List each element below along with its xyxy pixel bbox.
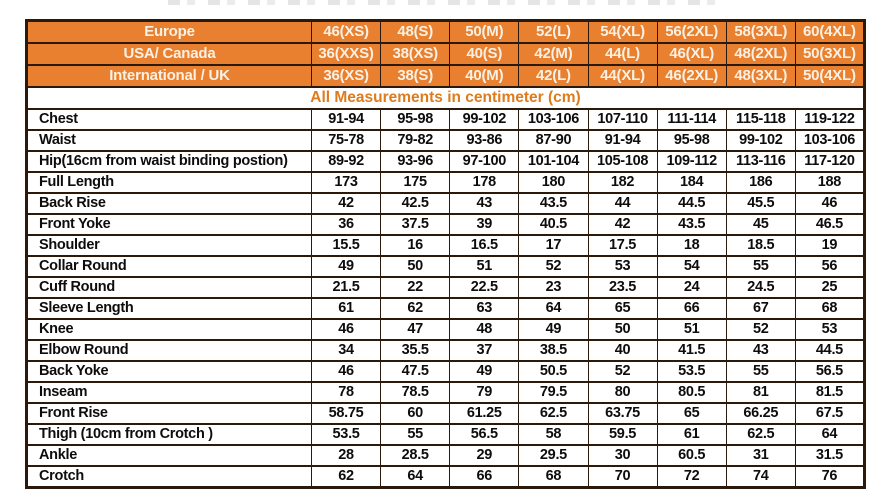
measurement-value-cell: 74	[726, 466, 795, 488]
measurement-value-cell: 91-94	[312, 109, 381, 130]
measurement-value-cell: 72	[657, 466, 726, 488]
measurement-value-cell: 76	[795, 466, 864, 488]
region-label: Europe	[27, 21, 312, 44]
size-cell: 50(3XL)	[795, 43, 864, 65]
note-row	[27, 87, 865, 109]
measurement-label: Back Yoke	[27, 361, 312, 382]
measurement-value-cell: 61	[312, 298, 381, 319]
measurement-value-cell: 107-110	[588, 109, 657, 130]
measurement-value-cell: 78.5	[381, 382, 450, 403]
measurement-value-cell: 52	[726, 319, 795, 340]
measurement-value-cell: 101-104	[519, 151, 588, 172]
measurement-row	[27, 214, 865, 235]
measurement-value-cell: 52	[588, 361, 657, 382]
size-cell: 44(XL)	[588, 65, 657, 87]
measurement-value-cell: 53.5	[312, 424, 381, 445]
measurement-value-cell: 95-98	[381, 109, 450, 130]
measurement-value-cell: 51	[450, 256, 519, 277]
measurement-value-cell: 56	[795, 256, 864, 277]
measurement-value-cell: 44.5	[795, 340, 864, 361]
measurement-value-cell: 66	[657, 298, 726, 319]
measurement-value-cell: 117-120	[795, 151, 864, 172]
measurement-value-cell: 115-118	[726, 109, 795, 130]
measurement-label: Full Length	[27, 172, 312, 193]
measurement-value-cell: 91-94	[588, 130, 657, 151]
measurement-value-cell: 54	[657, 256, 726, 277]
measurement-value-cell: 63.75	[588, 403, 657, 424]
measurement-row	[27, 256, 865, 277]
measurement-label: Cuff Round	[27, 277, 312, 298]
measurement-row	[27, 340, 865, 361]
measurement-value-cell: 93-86	[450, 130, 519, 151]
measurement-value-cell: 42	[312, 193, 381, 214]
measurement-value-cell: 64	[519, 298, 588, 319]
measurement-row	[27, 130, 865, 151]
measurement-value-cell: 28	[312, 445, 381, 466]
measurement-value-cell: 186	[726, 172, 795, 193]
measurement-value-cell: 60.5	[657, 445, 726, 466]
measurement-value-cell: 50.5	[519, 361, 588, 382]
size-cell: 36(XS)	[312, 65, 381, 87]
measurement-value-cell: 42	[588, 214, 657, 235]
measurement-value-cell: 23.5	[588, 277, 657, 298]
measurement-value-cell: 55	[381, 424, 450, 445]
size-cell: 36(XXS)	[312, 43, 381, 65]
measurement-value-cell: 79	[450, 382, 519, 403]
measurement-value-cell: 22.5	[450, 277, 519, 298]
size-cell: 40(S)	[450, 43, 519, 65]
measurement-label: Shoulder	[27, 235, 312, 256]
size-cell: 48(2XL)	[726, 43, 795, 65]
size-header-row	[27, 43, 865, 65]
size-cell: 46(2XL)	[657, 65, 726, 87]
measurement-value-cell: 30	[588, 445, 657, 466]
size-cell: 60(4XL)	[795, 21, 864, 44]
measurement-row	[27, 319, 865, 340]
size-cell: 46(XS)	[312, 21, 381, 44]
measurement-value-cell: 68	[795, 298, 864, 319]
measurement-value-cell: 81.5	[795, 382, 864, 403]
measurement-value-cell: 80.5	[657, 382, 726, 403]
measurement-value-cell: 182	[588, 172, 657, 193]
measurement-value-cell: 103-106	[519, 109, 588, 130]
measurement-value-cell: 17	[519, 235, 588, 256]
measurement-value-cell: 53	[795, 319, 864, 340]
measurement-value-cell: 40.5	[519, 214, 588, 235]
measurement-value-cell: 51	[657, 319, 726, 340]
measurement-value-cell: 175	[381, 172, 450, 193]
measurement-value-cell: 75-78	[312, 130, 381, 151]
measurement-value-cell: 18.5	[726, 235, 795, 256]
size-cell: 40(M)	[450, 65, 519, 87]
measurement-value-cell: 62	[381, 298, 450, 319]
measurement-value-cell: 24	[657, 277, 726, 298]
measurement-row	[27, 361, 865, 382]
measurement-value-cell: 103-106	[795, 130, 864, 151]
size-cell: 48(S)	[381, 21, 450, 44]
measurement-label: Sleeve Length	[27, 298, 312, 319]
size-cell: 50(4XL)	[795, 65, 864, 87]
measurement-row	[27, 277, 865, 298]
measurement-value-cell: 43.5	[657, 214, 726, 235]
measurement-value-cell: 59.5	[588, 424, 657, 445]
measurement-row	[27, 235, 865, 256]
measurement-value-cell: 53	[588, 256, 657, 277]
measurement-value-cell: 18	[657, 235, 726, 256]
measurement-value-cell: 36	[312, 214, 381, 235]
measurement-label: Front Rise	[27, 403, 312, 424]
measurement-value-cell: 37.5	[381, 214, 450, 235]
measurement-row	[27, 445, 865, 466]
measurement-value-cell: 49	[312, 256, 381, 277]
measurement-value-cell: 70	[588, 466, 657, 488]
measurement-value-cell: 46	[312, 361, 381, 382]
measurement-value-cell: 45.5	[726, 193, 795, 214]
measurement-value-cell: 47	[381, 319, 450, 340]
size-cell: 42(M)	[519, 43, 588, 65]
size-chart-table	[25, 19, 866, 489]
measurement-value-cell: 58.75	[312, 403, 381, 424]
measurement-value-cell: 31	[726, 445, 795, 466]
measurement-value-cell: 15.5	[312, 235, 381, 256]
measurement-label: Ankle	[27, 445, 312, 466]
measurement-value-cell: 43	[726, 340, 795, 361]
measurement-value-cell: 55	[726, 361, 795, 382]
measurement-value-cell: 62.5	[519, 403, 588, 424]
measurement-value-cell: 55	[726, 256, 795, 277]
size-cell: 58(3XL)	[726, 21, 795, 44]
measurement-value-cell: 46	[795, 193, 864, 214]
measurement-value-cell: 64	[795, 424, 864, 445]
measurement-value-cell: 56.5	[795, 361, 864, 382]
measurement-value-cell: 66	[450, 466, 519, 488]
measurement-value-cell: 173	[312, 172, 381, 193]
size-header-row	[27, 65, 865, 87]
region-label: International / UK	[27, 65, 312, 87]
measurement-value-cell: 21.5	[312, 277, 381, 298]
measurement-value-cell: 188	[795, 172, 864, 193]
measurement-value-cell: 99-102	[450, 109, 519, 130]
size-cell: 52(L)	[519, 21, 588, 44]
size-cell: 44(L)	[588, 43, 657, 65]
measurement-value-cell: 58	[519, 424, 588, 445]
measurements-note: All Measurements in centimeter (cm)	[27, 87, 865, 109]
measurement-value-cell: 52	[519, 256, 588, 277]
measurement-value-cell: 61	[657, 424, 726, 445]
measurement-value-cell: 25	[795, 277, 864, 298]
measurement-value-cell: 28.5	[381, 445, 450, 466]
measurement-value-cell: 44	[588, 193, 657, 214]
measurement-value-cell: 65	[588, 298, 657, 319]
measurement-value-cell: 47.5	[381, 361, 450, 382]
measurement-value-cell: 46.5	[795, 214, 864, 235]
measurement-value-cell: 34	[312, 340, 381, 361]
measurement-value-cell: 95-98	[657, 130, 726, 151]
measurement-value-cell: 180	[519, 172, 588, 193]
measurement-value-cell: 44.5	[657, 193, 726, 214]
measurement-value-cell: 38.5	[519, 340, 588, 361]
measurement-value-cell: 31.5	[795, 445, 864, 466]
measurement-value-cell: 81	[726, 382, 795, 403]
measurement-value-cell: 48	[450, 319, 519, 340]
measurement-value-cell: 49	[450, 361, 519, 382]
size-cell: 42(L)	[519, 65, 588, 87]
size-cell: 46(XL)	[657, 43, 726, 65]
measurement-value-cell: 65	[657, 403, 726, 424]
measurement-value-cell: 43.5	[519, 193, 588, 214]
measurement-value-cell: 19	[795, 235, 864, 256]
measurement-value-cell: 67	[726, 298, 795, 319]
measurement-value-cell: 80	[588, 382, 657, 403]
measurement-value-cell: 50	[381, 256, 450, 277]
measurement-value-cell: 41.5	[657, 340, 726, 361]
measurement-value-cell: 119-122	[795, 109, 864, 130]
measurement-row	[27, 403, 865, 424]
measurement-label: Chest	[27, 109, 312, 130]
measurement-value-cell: 63	[450, 298, 519, 319]
measurement-value-cell: 17.5	[588, 235, 657, 256]
measurement-value-cell: 56.5	[450, 424, 519, 445]
measurement-row	[27, 424, 865, 445]
size-cell: 54(XL)	[588, 21, 657, 44]
measurement-value-cell: 43	[450, 193, 519, 214]
measurement-label: Waist	[27, 130, 312, 151]
measurement-row	[27, 151, 865, 172]
measurement-label: Elbow Round	[27, 340, 312, 361]
measurement-value-cell: 109-112	[657, 151, 726, 172]
measurement-value-cell: 16	[381, 235, 450, 256]
measurement-value-cell: 99-102	[726, 130, 795, 151]
measurement-label: Hip(16cm from waist binding postion)	[27, 151, 312, 172]
size-chart-body	[27, 21, 865, 488]
measurement-value-cell: 113-116	[726, 151, 795, 172]
measurement-label: Inseam	[27, 382, 312, 403]
measurement-value-cell: 29.5	[519, 445, 588, 466]
measurement-value-cell: 53.5	[657, 361, 726, 382]
measurement-value-cell: 66.25	[726, 403, 795, 424]
measurement-value-cell: 42.5	[381, 193, 450, 214]
measurement-value-cell: 29	[450, 445, 519, 466]
measurement-label: Crotch	[27, 466, 312, 488]
measurement-value-cell: 40	[588, 340, 657, 361]
measurement-value-cell: 93-96	[381, 151, 450, 172]
measurement-value-cell: 50	[588, 319, 657, 340]
measurement-value-cell: 67.5	[795, 403, 864, 424]
measurement-value-cell: 78	[312, 382, 381, 403]
size-cell: 56(2XL)	[657, 21, 726, 44]
measurement-value-cell: 62.5	[726, 424, 795, 445]
measurement-row	[27, 298, 865, 319]
measurement-value-cell: 87-90	[519, 130, 588, 151]
measurement-label: Knee	[27, 319, 312, 340]
measurement-value-cell: 22	[381, 277, 450, 298]
measurement-row	[27, 172, 865, 193]
measurement-value-cell: 111-114	[657, 109, 726, 130]
measurement-value-cell: 46	[312, 319, 381, 340]
size-header-row	[27, 21, 865, 44]
measurement-value-cell: 105-108	[588, 151, 657, 172]
measurement-value-cell: 49	[519, 319, 588, 340]
measurement-label: Collar Round	[27, 256, 312, 277]
measurement-value-cell: 60	[381, 403, 450, 424]
size-cell: 48(3XL)	[726, 65, 795, 87]
cutoff-title-remnant	[168, 0, 724, 5]
measurement-value-cell: 35.5	[381, 340, 450, 361]
measurement-value-cell: 178	[450, 172, 519, 193]
measurement-value-cell: 79.5	[519, 382, 588, 403]
size-cell: 50(M)	[450, 21, 519, 44]
measurement-value-cell: 37	[450, 340, 519, 361]
measurement-label: Thigh (10cm from Crotch )	[27, 424, 312, 445]
measurement-value-cell: 45	[726, 214, 795, 235]
measurement-value-cell: 62	[312, 466, 381, 488]
measurement-value-cell: 24.5	[726, 277, 795, 298]
measurement-row	[27, 382, 865, 403]
size-cell: 38(S)	[381, 65, 450, 87]
measurement-label: Front Yoke	[27, 214, 312, 235]
measurement-label: Back Rise	[27, 193, 312, 214]
measurement-value-cell: 16.5	[450, 235, 519, 256]
measurement-value-cell: 64	[381, 466, 450, 488]
measurement-value-cell: 23	[519, 277, 588, 298]
measurement-value-cell: 61.25	[450, 403, 519, 424]
measurement-value-cell: 39	[450, 214, 519, 235]
region-label: USA/ Canada	[27, 43, 312, 65]
measurement-value-cell: 89-92	[312, 151, 381, 172]
measurement-value-cell: 97-100	[450, 151, 519, 172]
measurement-row	[27, 109, 865, 130]
measurement-row	[27, 466, 865, 488]
size-cell: 38(XS)	[381, 43, 450, 65]
measurement-row	[27, 193, 865, 214]
measurement-value-cell: 79-82	[381, 130, 450, 151]
measurement-value-cell: 68	[519, 466, 588, 488]
measurement-value-cell: 184	[657, 172, 726, 193]
